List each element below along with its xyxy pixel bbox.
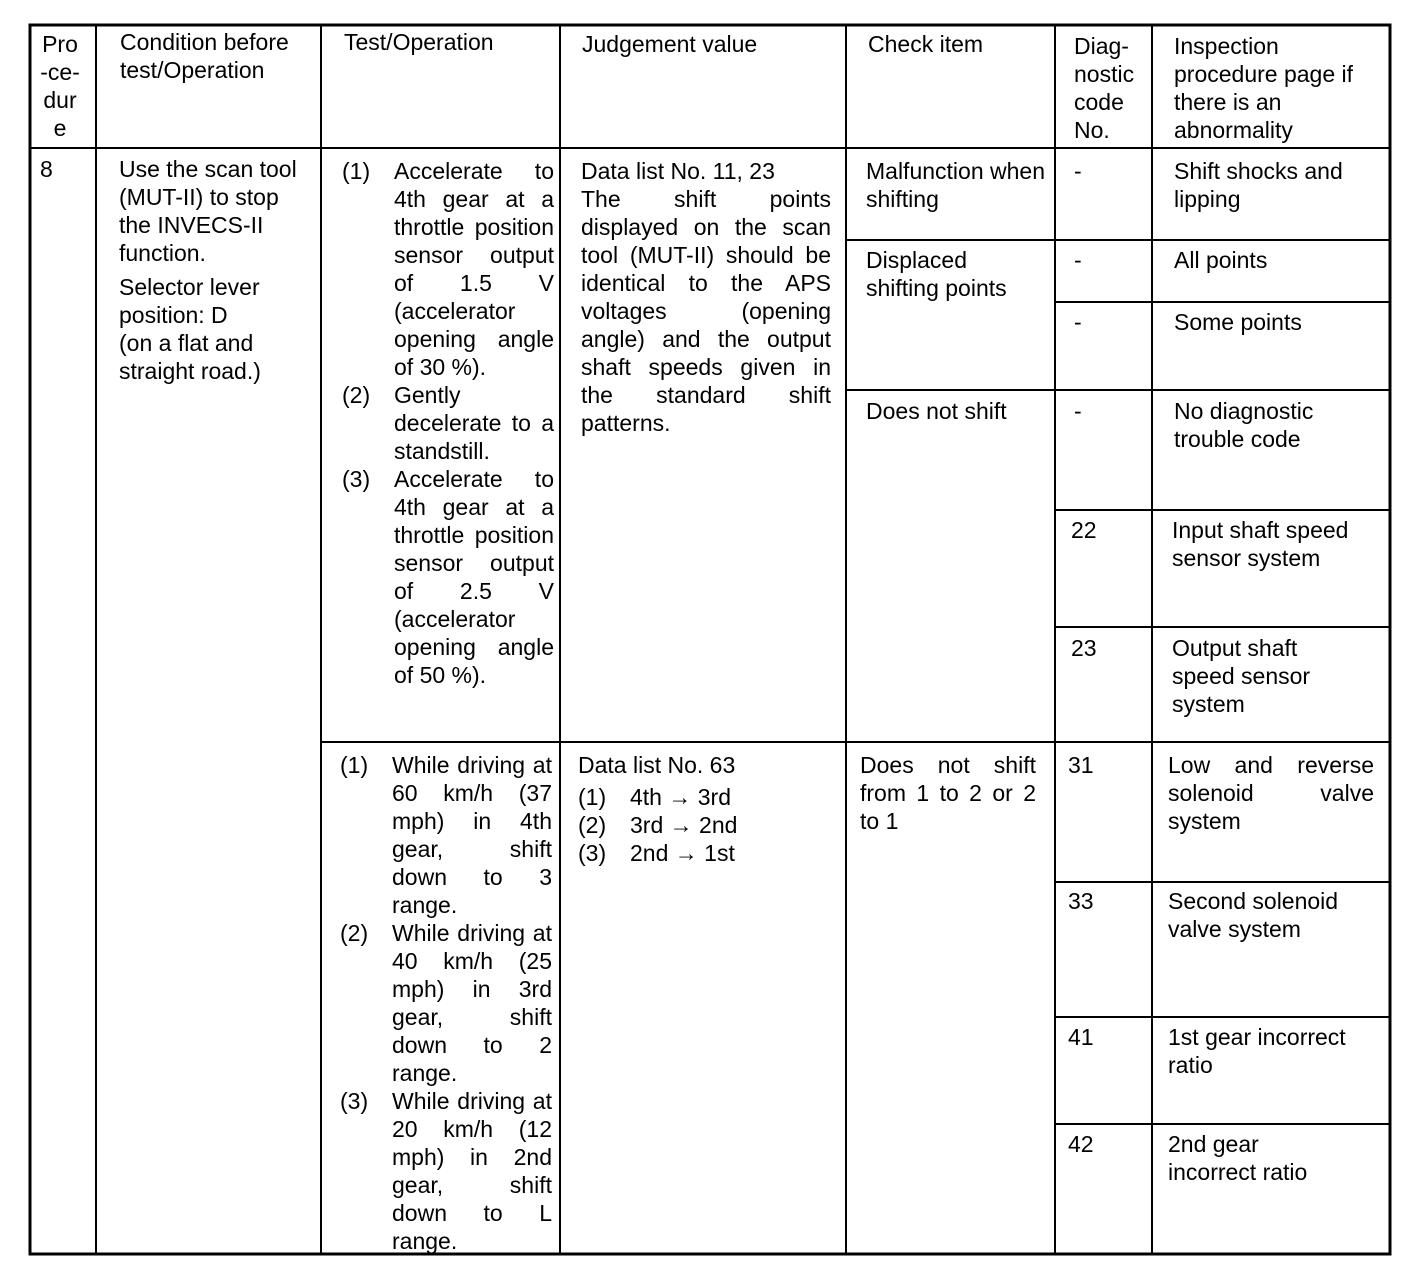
code-row-1: - — [1074, 158, 1082, 184]
block2-test-3-text: While driving at 20 km/h (12 mph) in 2nd gear, shift down to L range. — [392, 1088, 552, 1254]
block1-test-2-text: Gently decelerate to a standstill. — [394, 382, 554, 464]
inspection-row-10: 2nd gear incorrect ratio — [1168, 1131, 1308, 1185]
code-row-9: 41 — [1068, 1024, 1094, 1050]
block2-tests — [340, 751, 552, 1255]
inspection-row-8: Second solenoid valve system — [1168, 888, 1339, 942]
block2-judgement — [578, 751, 838, 867]
block1-test-3-num: (3) — [342, 466, 371, 492]
block2-test-1-num: (1) — [340, 752, 369, 778]
block2-test-3-num: (3) — [340, 1088, 369, 1114]
block2-test-1 — [340, 751, 552, 919]
inspection-row-6: Output shaft speed sensor system — [1172, 635, 1311, 717]
header-condition: Condition before test/Operation — [120, 29, 289, 83]
header-test: Test/Operation — [344, 29, 494, 55]
block2-judgement-item-3 — [578, 839, 838, 867]
block2-judgement-item-1 — [578, 783, 838, 811]
code-row-10: 42 — [1068, 1131, 1094, 1157]
header-judgement: Judgement value — [582, 31, 758, 57]
block2-judgement-item-2-text: 3rd → 2nd — [630, 812, 738, 838]
block1-test-1-num: (1) — [342, 158, 371, 184]
inspection-row-7: Low and reverse solenoid valve system — [1168, 752, 1374, 834]
inspection-row-1: Shift shocks and lipping — [1174, 158, 1343, 212]
block2-judgement-item-1-num: (1) — [578, 784, 607, 810]
code-row-7: 31 — [1068, 752, 1094, 778]
header-procedure-text: Pro-ce-dure — [40, 31, 80, 141]
block2-test-2-num: (2) — [340, 920, 369, 946]
code-row-8: 33 — [1068, 888, 1094, 914]
block2-check: Does not shift from 1 to 2 or 2 to 1 — [860, 752, 1036, 834]
check-malfunction: Malfunction when shifting — [866, 158, 1045, 212]
block2-judgement-item-1-text: 4th → 3rd — [630, 784, 731, 810]
header-inspection: Inspection procedure page if there is an abnormality — [1174, 33, 1354, 143]
block1-tests — [342, 157, 554, 689]
block2-test-3 — [340, 1087, 552, 1255]
block1-test-1-text: Accelerate to 4th gear at a throttle position sensor output of 1.5 V (accelerator opening angle of 30 %). — [394, 158, 554, 380]
code-row-6: 23 — [1071, 635, 1097, 661]
block1-judgement-text: The shift points displayed on the scan tool (MUT-II) should be identical to the APS voltages (opening angle) and the output shaft speeds given in the standard shift patterns. — [581, 186, 831, 436]
inspection-row-4: No diagnostic trouble code — [1174, 398, 1314, 452]
block2-judgement-title: Data list No. 63 — [578, 752, 736, 778]
block2-test-1-text: While driving at 60 km/h (37 mph) in 4th gear, shift down to 3 range. — [392, 752, 552, 918]
inspection-row-5: Input shaft speed sensor system — [1172, 517, 1349, 571]
header-check: Check item — [868, 31, 984, 57]
code-row-3: - — [1074, 309, 1082, 335]
check-displaced: Displaced shifting points — [866, 247, 1007, 301]
condition-p3: (on a flat and straight road.) — [119, 330, 261, 384]
header-diag: Diag-nostic code No. — [1074, 33, 1135, 143]
block2-judgement-item-2-num: (2) — [578, 812, 607, 838]
procedure-number: 8 — [40, 156, 53, 182]
inspection-row-3: Some points — [1174, 309, 1302, 335]
block1-judgement-title: Data list No. 11, 23 — [581, 158, 775, 184]
inspection-row-2: All points — [1174, 247, 1268, 273]
inspection-row-9: 1st gear incorrect ratio — [1168, 1024, 1346, 1078]
code-row-5: 22 — [1071, 517, 1097, 543]
condition-p2: Selector lever position: D — [119, 274, 260, 328]
block2-judgement-items — [578, 783, 838, 867]
block2-judgement-item-2 — [578, 811, 838, 839]
block2-test-2-text: While driving at 40 km/h (25 mph) in 3rd gear, shift down to 2 range. — [392, 920, 552, 1086]
code-row-2: - — [1074, 247, 1082, 273]
block1-test-2-num: (2) — [342, 382, 371, 408]
block1-judgement — [581, 157, 831, 437]
block1-test-3 — [342, 465, 554, 689]
block2-judgement-item-3-text: 2nd → 1st — [630, 840, 735, 866]
header-procedure — [40, 30, 96, 142]
block1-test-1 — [342, 157, 554, 381]
block1-test-3-text: Accelerate to 4th gear at a throttle position sensor output of 2.5 V (accelerator opening angle of 50 %). — [394, 466, 554, 688]
condition-text — [119, 155, 309, 385]
block2-judgement-item-3-num: (3) — [578, 840, 607, 866]
code-row-4: - — [1074, 398, 1082, 424]
check-does-not-shift: Does not shift — [866, 398, 1007, 424]
block2-test-2 — [340, 919, 552, 1087]
block1-test-2 — [342, 381, 554, 465]
condition-p1: Use the scan tool (MUT-II) to stop the INVECS-II function. — [119, 156, 297, 266]
